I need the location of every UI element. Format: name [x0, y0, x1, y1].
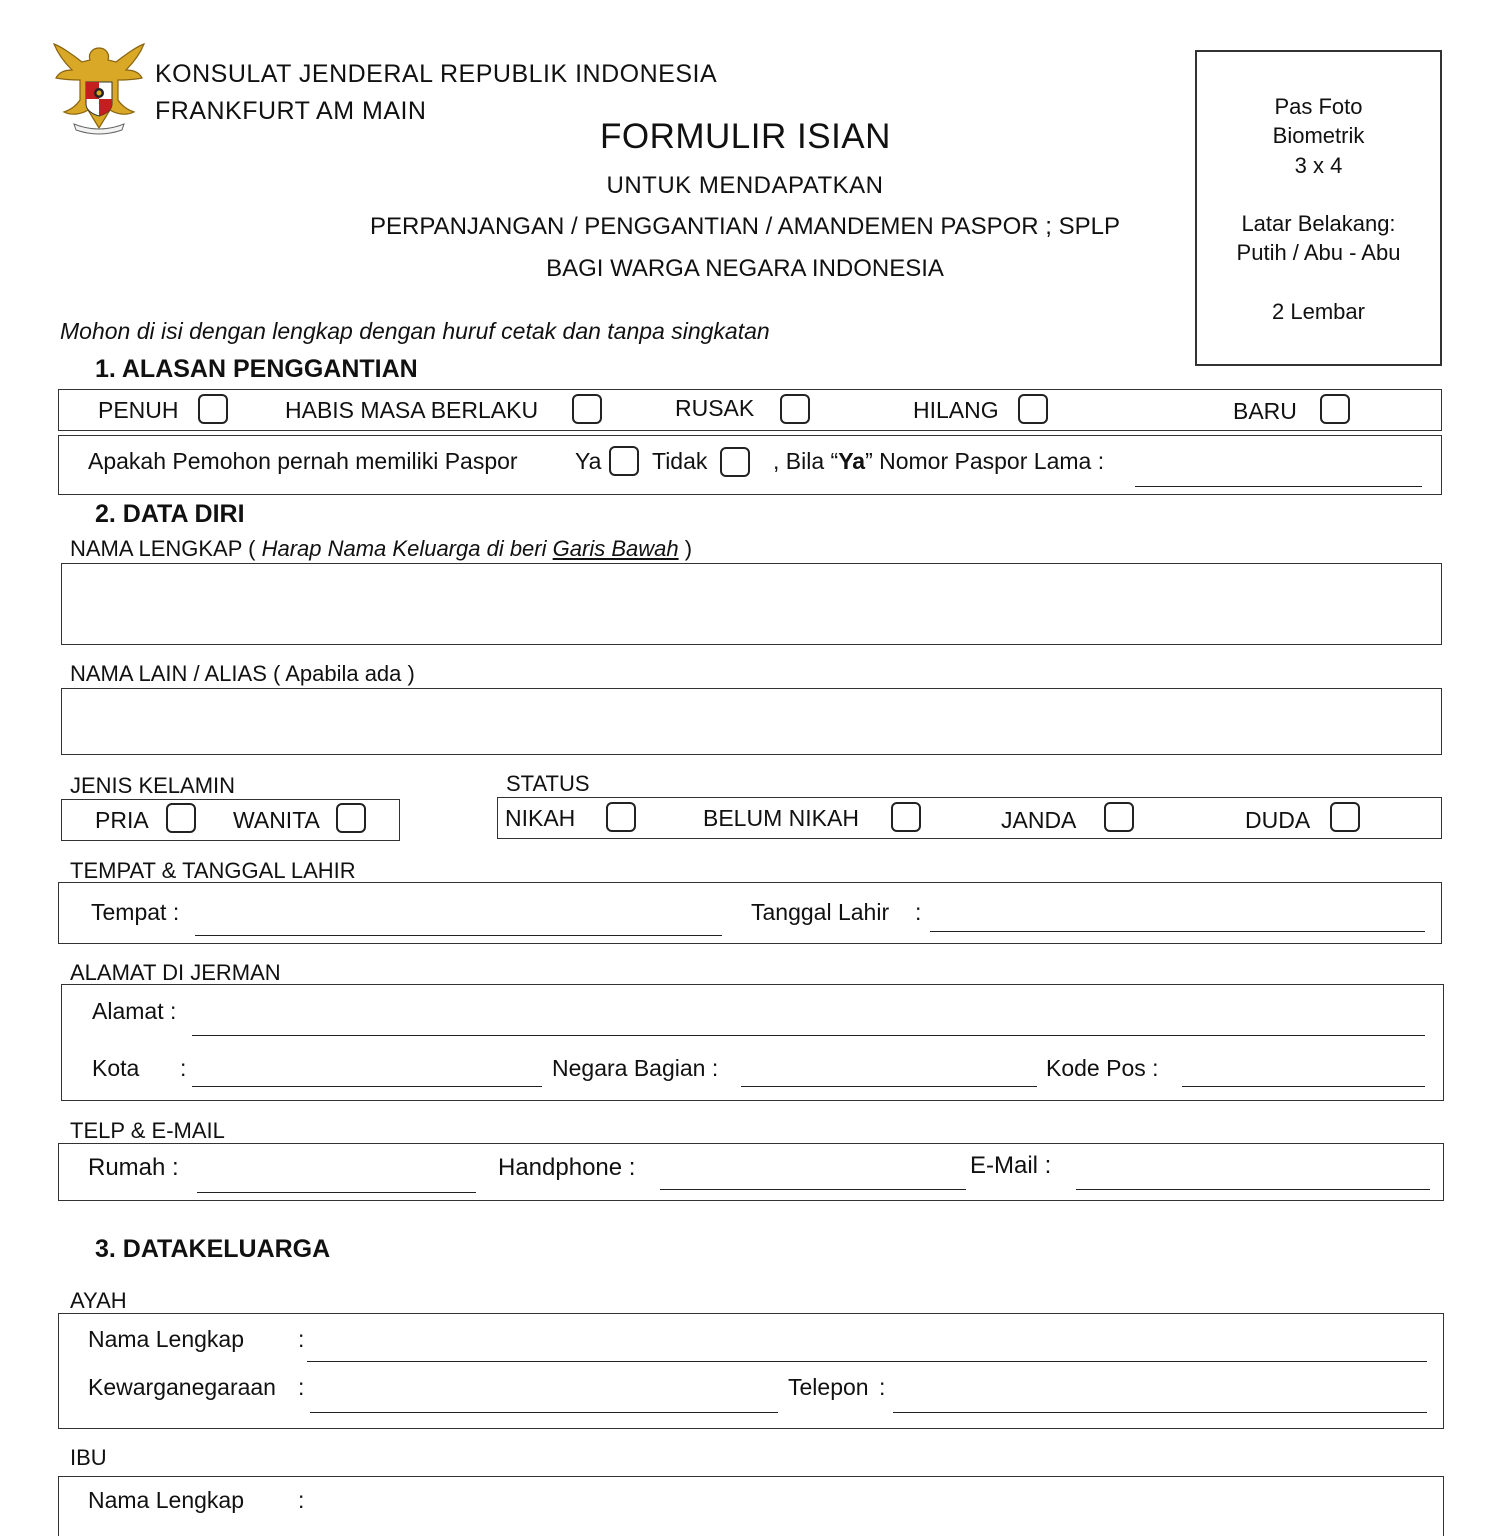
- reason-rusak-checkbox[interactable]: [780, 394, 810, 424]
- photo-box-line1: Pas Foto: [1274, 94, 1363, 119]
- status-label: STATUS: [506, 771, 590, 796]
- street-field[interactable]: [192, 1035, 1425, 1036]
- zip-label: Kode Pos :: [1046, 1055, 1159, 1081]
- gender-label: JENIS KELAMIN: [70, 773, 236, 798]
- father-label: AYAH: [70, 1288, 127, 1313]
- mother-name-label: Nama Lengkap: [88, 1487, 244, 1513]
- birth-place-field[interactable]: [195, 935, 722, 936]
- reason-option-label: RUSAK: [675, 395, 755, 421]
- form-subtitle-3: BAGI WARGA NEGARA INDONESIA: [546, 255, 944, 282]
- city-colon: :: [180, 1055, 187, 1081]
- father-citizenship-field[interactable]: [310, 1412, 778, 1413]
- state-field[interactable]: [741, 1086, 1037, 1087]
- org-name-line2: FRANKFURT AM MAIN: [155, 97, 427, 125]
- birth-label: TEMPAT & TANGGAL LAHIR: [70, 858, 356, 883]
- mobile-field[interactable]: [660, 1189, 966, 1190]
- reason-hilang-checkbox[interactable]: [1018, 394, 1048, 424]
- contact-label: TELP & E-MAIL: [70, 1118, 225, 1143]
- email-label: E-Mail :: [970, 1152, 1052, 1179]
- reason-option-label: BARU: [1233, 398, 1297, 424]
- home-phone-field[interactable]: [197, 1192, 476, 1193]
- section1-title: 1. ALASAN PENGGANTIAN: [95, 355, 418, 383]
- mobile-label: Handphone :: [498, 1154, 636, 1181]
- instruction-text: Mohon di isi dengan lengkap dengan huruf cetak dan tanpa singkatan: [60, 318, 770, 344]
- passport-no-checkbox[interactable]: [720, 447, 750, 477]
- old-passport-label: , Bila “Ya” Nomor Paspor Lama :: [773, 448, 1105, 474]
- form-title: FORMULIR ISIAN: [600, 117, 891, 156]
- reason-option-label: HILANG: [913, 397, 999, 423]
- mother-box: [58, 1476, 1444, 1536]
- father-citizenship-label: Kewarganegaraan: [88, 1374, 276, 1400]
- status-janda-checkbox[interactable]: [1104, 802, 1134, 832]
- reason-penuh-checkbox[interactable]: [198, 394, 228, 424]
- gender-pria-checkbox[interactable]: [166, 803, 196, 833]
- status-belum-nikah-checkbox[interactable]: [891, 802, 921, 832]
- section3-title: 3. DATAKELUARGA: [95, 1235, 331, 1263]
- city-field[interactable]: [192, 1086, 542, 1087]
- father-name-field[interactable]: [307, 1361, 1427, 1362]
- photo-box-line2: Biometrik: [1272, 123, 1365, 148]
- full-name-input[interactable]: [61, 563, 1442, 645]
- garuda-emblem-icon: [52, 40, 146, 136]
- father-name-label: Nama Lengkap: [88, 1326, 244, 1352]
- form-subtitle-2: PERPANJANGAN / PENGGANTIAN / AMANDEMEN PASPOR ; SPLP: [370, 213, 1120, 240]
- reason-option-label: HABIS MASA BERLAKU: [285, 397, 539, 423]
- reason-baru-checkbox[interactable]: [1320, 394, 1350, 424]
- passport-question-label: Apakah Pemohon pernah memiliki Paspor: [88, 448, 518, 474]
- photo-box-line6: 2 Lembar: [1272, 299, 1365, 324]
- section2-title: 2. DATA DIRI: [95, 500, 245, 528]
- passport-no-label: Tidak: [652, 448, 708, 474]
- photo-box: [1195, 50, 1442, 366]
- status-option-label: BELUM NIKAH: [703, 805, 859, 831]
- status-option-label: NIKAH: [505, 805, 576, 831]
- photo-box-line3: 3 x 4: [1294, 153, 1343, 178]
- father-citizenship-colon: :: [298, 1374, 305, 1400]
- status-duda-checkbox[interactable]: [1330, 802, 1360, 832]
- gender-wanita-checkbox[interactable]: [336, 803, 366, 833]
- father-phone-colon: :: [879, 1374, 886, 1400]
- reason-habis-checkbox[interactable]: [572, 394, 602, 424]
- father-phone-label: Telepon: [788, 1374, 869, 1400]
- status-option-label: DUDA: [1245, 807, 1311, 833]
- org-name-line1: KONSULAT JENDERAL REPUBLIK INDONESIA: [155, 60, 718, 88]
- street-label: Alamat :: [92, 998, 177, 1024]
- birth-date-field[interactable]: [930, 931, 1425, 932]
- home-phone-label: Rumah :: [88, 1154, 179, 1181]
- old-passport-number-field[interactable]: [1135, 486, 1422, 487]
- address-box: [61, 984, 1444, 1101]
- mother-label: IBU: [70, 1445, 107, 1470]
- birth-date-label: Tanggal Lahir: [751, 899, 890, 925]
- father-phone-field[interactable]: [893, 1412, 1427, 1413]
- zip-field[interactable]: [1182, 1086, 1425, 1087]
- state-label: Negara Bagian :: [552, 1055, 719, 1081]
- full-name-label: NAMA LENGKAP ( Harap Nama Keluarga di beri Garis Bawah ): [70, 536, 693, 561]
- gender-option-label: WANITA: [233, 807, 320, 833]
- alias-label: NAMA LAIN / ALIAS ( Apabila ada ): [70, 661, 415, 686]
- form-subtitle-1: UNTUK MENDAPATKAN: [606, 172, 884, 199]
- email-field[interactable]: [1076, 1189, 1430, 1190]
- passport-yes-checkbox[interactable]: [609, 446, 639, 476]
- status-option-label: JANDA: [1001, 807, 1077, 833]
- father-name-colon: :: [298, 1326, 305, 1352]
- passport-yes-label: Ya: [575, 448, 602, 474]
- alias-input[interactable]: [61, 688, 1442, 755]
- birth-place-label: Tempat :: [91, 899, 180, 925]
- city-label: Kota: [92, 1055, 140, 1081]
- birth-date-colon: :: [915, 899, 922, 925]
- gender-option-label: PRIA: [95, 807, 149, 833]
- mother-name-colon: :: [298, 1487, 305, 1513]
- photo-box-line4: Latar Belakang:: [1241, 211, 1396, 236]
- reason-option-label: PENUH: [98, 397, 179, 423]
- photo-box-line5: Putih / Abu - Abu: [1236, 240, 1401, 265]
- status-nikah-checkbox[interactable]: [606, 802, 636, 832]
- address-label: ALAMAT DI JERMAN: [70, 960, 281, 985]
